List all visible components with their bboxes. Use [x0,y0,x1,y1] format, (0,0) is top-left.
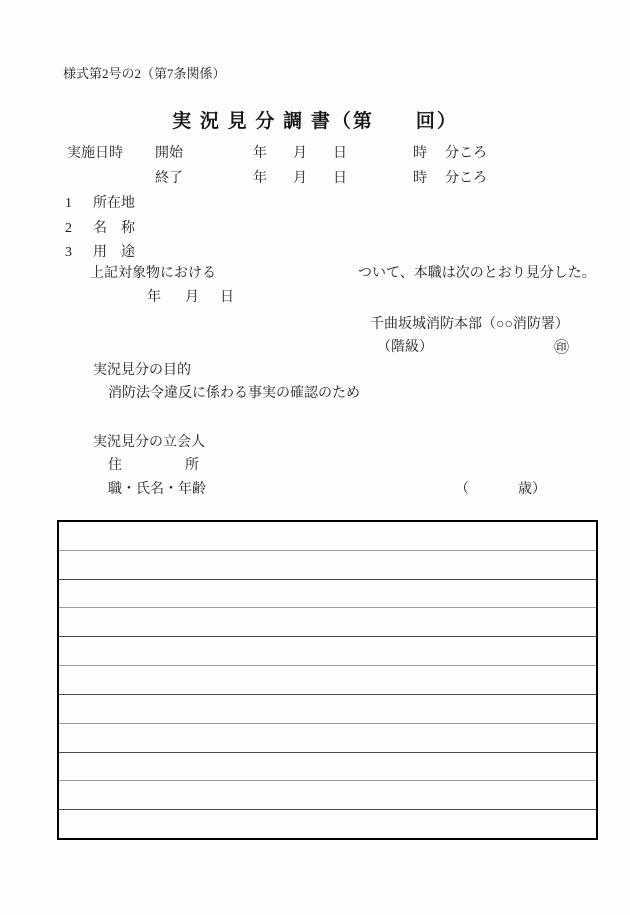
table-row [59,607,596,636]
purpose-body: 消防法令違反に係わる事実の確認のため [108,386,360,401]
table-row [59,665,596,694]
organization-name: 千曲坂城消防本部（○○消防署） [370,317,569,332]
month-label: 月 [185,290,199,305]
item-number: 1 [65,196,72,211]
statement-prefix: 上記対象物における [90,266,216,281]
month-label: 月 [293,171,307,186]
datetime-label: 実施日時 [67,146,123,161]
witness-heading: 実況見分の立会人 [93,435,205,450]
table-row [59,579,596,608]
datetime-end-label: 終了 [155,171,183,186]
item-number: 3 [65,245,72,260]
entry-table [57,520,598,840]
year-label: 年 [253,146,267,161]
year-label: 年 [147,290,161,305]
day-label: 日 [220,290,234,305]
age-paren-close: 歳） [518,482,546,497]
table-row [59,694,596,723]
rank-label: （階級） [377,340,433,355]
datetime-start-label: 開始 [155,146,183,161]
document-title: 実 況 見 分 調 書（第 回） [172,111,458,132]
table-row [59,636,596,665]
item-label-name: 名 称 [93,221,135,236]
minute-label: 分ころ [445,146,487,161]
minute-label: 分ころ [445,171,487,186]
table-row [59,723,596,752]
address-label-left: 住 [108,458,122,473]
seal-mark-icon: ㊞ [554,340,570,356]
table-row [59,522,596,550]
purpose-heading: 実況見分の目的 [93,363,191,378]
table-row [59,809,596,838]
age-paren-open: （ [455,482,469,497]
item-label-location: 所在地 [93,196,135,211]
day-label: 日 [333,146,347,161]
table-row [59,752,596,781]
item-number: 2 [65,221,72,236]
address-label-right: 所 [185,458,199,473]
form-number: 様式第2号の2（第7条関係） [63,66,226,81]
hour-label: 時 [413,171,427,186]
month-label: 月 [293,146,307,161]
statement-suffix: ついて、本職は次のとおり見分した。 [358,266,596,281]
year-label: 年 [253,171,267,186]
day-label: 日 [333,171,347,186]
table-row [59,780,596,809]
item-label-use: 用 途 [93,245,135,260]
occupation-name-age-label: 職・氏名・年齢 [108,482,206,497]
table-row [59,550,596,579]
hour-label: 時 [413,146,427,161]
